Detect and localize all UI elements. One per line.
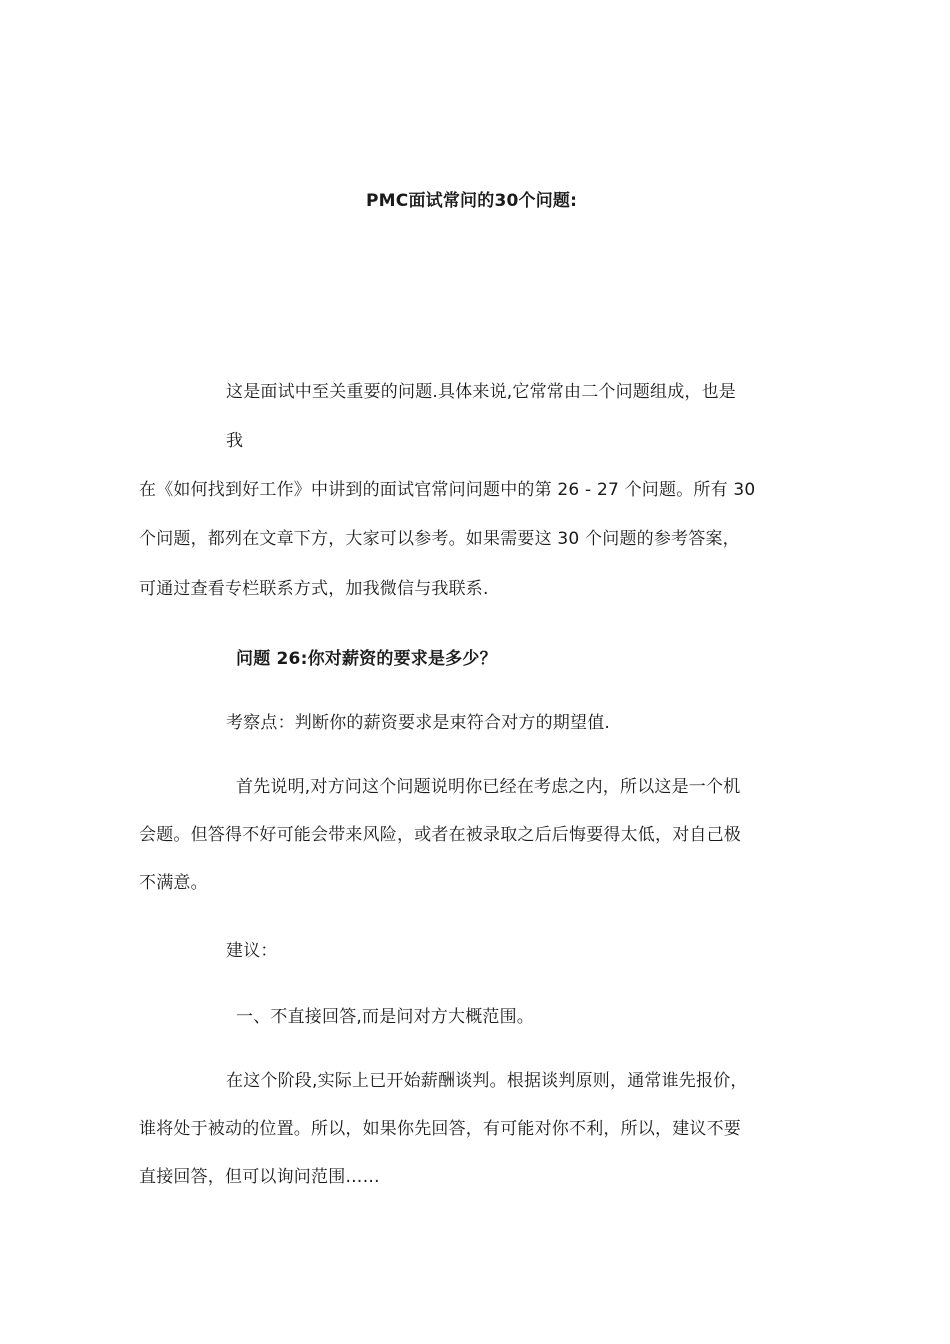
- intro-line-3: 在《如何找到好工作》中讲到的面试官常问问题中的第 26 - 27 个问题。所有 30: [139, 480, 756, 500]
- intro-line-5: 可通过查看专栏联系方式，加我微信与我联系.: [139, 579, 489, 599]
- checkpoint-text: 考察点：判断你的薪资要求是束符合对方的期望值.: [226, 713, 611, 733]
- advice-detail-line-2: 谁将处于被动的位置。所以，如果你先回答，有可能对你不利，所以，建议不要: [139, 1119, 741, 1139]
- advice-detail-line-3: 直接回答，但可以询问范围……: [139, 1167, 380, 1187]
- advice-detail-line-1: 在这个阶段,实际上已开始薪酬谈判。根据谈判原则，通常谁先报价，: [226, 1071, 748, 1091]
- explain-line-3: 不满意。: [139, 873, 208, 893]
- question-26-heading: 问题 26:你对薪资的要求是多少？: [236, 649, 497, 669]
- advice-item-1: 一、不直接回答,而是问对方大概范围。: [236, 1007, 535, 1027]
- advice-label: 建议：: [226, 941, 278, 961]
- explain-line-2: 会题。但答得不好可能会带来风险，或者在被录取之后后悔要得太低，对自己极: [139, 825, 741, 845]
- intro-line-4: 个问题，都列在文章下方，大家可以参考。如果需要这 30 个问题的参考答案，: [139, 529, 740, 549]
- explain-line-1: 首先说明,对方问这个问题说明你已经在考虑之内，所以这是一个机: [236, 777, 741, 797]
- document-title: PMC面试常问的30个问题:: [366, 191, 578, 211]
- intro-line-2: 我: [226, 431, 244, 451]
- intro-line-1: 这是面试中至关重要的问题.具体来说,它常常由二个问题组成，也是: [226, 382, 737, 402]
